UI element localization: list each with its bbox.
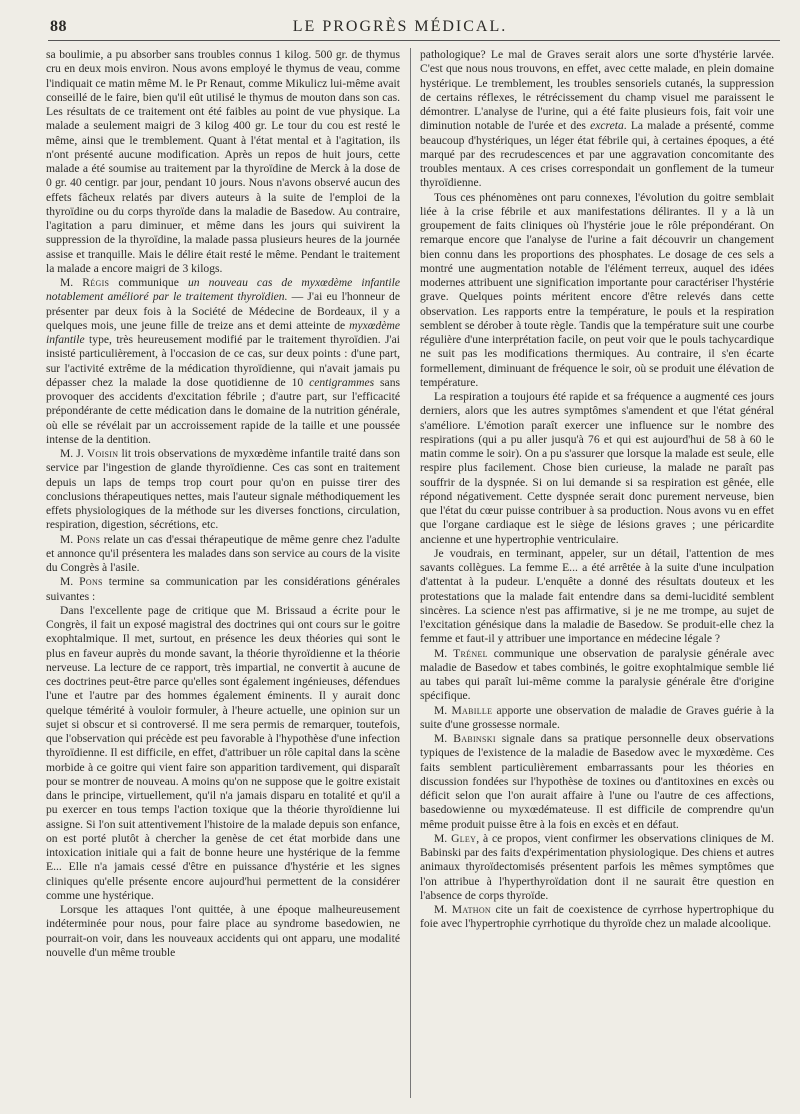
paragraph [420,903,774,932]
header-rule [48,40,780,41]
author-name: Gley [451,831,477,845]
italic-text: myxœdème infantile [46,318,400,346]
paragraph [46,48,400,276]
text-run: signale dans sa pratique personnelle deux observations typiques de l'existence de la maladie de Basedow avec le myxœdème. Ces faits semblent particulièrement embarrassants pour les théories en discussion fondées sur l'hypothèse de toxines ou d'antitoxines en excès ou déficit selon que l'on aurait affaire à l'une ou l'autre de ces affections, basedowienne ou myxœdémateuse. Il est difficile de comprendre qu'un même produit puisse être à la fois en excès et en défaut. [420,732,774,831]
paragraph [420,832,774,903]
author-name: Régis [82,276,110,289]
paragraph [46,447,400,533]
author-name: Pons [79,575,103,589]
text-run: cite un fait de coexistence de cyrrhose hypertrophique du foie avec l'hypertrophie cyrrhotique du thyroïde chez un malade alcoolique. [420,903,774,931]
text-run: M. [434,646,454,660]
author-name: Mabille [451,703,493,717]
paragraph [46,903,400,960]
paragraph [420,547,774,647]
text-run: sa boulimie, a pu absorber sans troubles connus 1 kilog. 500 gr. de thymus cru en deux mois environ. Nous avons employé le thymus de veau, comme l'indiquait ce matin même M. le Pr Renaut, comme Mikulicz lui-même avait conseillé de le faire, bien qu'il eût utilisé le thymus de mouton dans son cas. Les résultats de ce traitement ont été faibles au point de vue physique. La malade a seulement maigri de 3 kilog 400 gr. Le tour du cou est resté le même, ainsi que le tremblement. Quant à l'état mental et à l'agitation, ils n'ont présenté aucune modification. Après un repos de huit jours, cette malade a été soumise au traitement par la thyroïdine de Merck à la dose de 0 gr. 40 centigr. par jour, pendant 10 jours. Nous n'avons observé aucun des effets fâcheux relatés par divers auteurs à la suite de l'emploi de la thyroïdine ou du corps thyroïde dans la maladie de Basedow. Au contraire, l'agitation a paru diminuer, et même dans les jours qui suivirent la suppression de la thyroïdine, la malade passa plusieurs heures de la journée assise et tranquille. Mais le délire était resté le même. Pendant le traitement la malade a encore maigri de 3 kilogs. [46,48,400,275]
text-run: M. [434,831,452,845]
paragraph [420,732,774,832]
column-divider [410,48,411,1098]
paragraph [420,390,774,547]
text-run: M. [60,276,83,289]
text-run: termine sa communication par les considérations générales suivantes : [46,575,400,603]
paragraph [420,704,774,733]
paragraph [420,48,774,191]
author-name: Voisin [86,447,119,460]
right-column [420,48,774,1103]
paragraph [46,575,400,604]
text-run: apporte une observation de maladie de Graves guérie à la suite d'une grossesse normale. [420,703,774,731]
page-number: 88 [50,18,67,35]
text-run: Tous ces phénomènes ont paru connexes, l'évolution du goitre semblait liée à la crise fébrile et aux manifestations délirantes. Il y a là un groupement de faits cliniques où l'hystérie joue le rôle prépondérant. On remarque encore que l'analyse de l'urine a fait découvrir un changement bien connu dans les proportions des phosphates. Le dosage de ces sels a montré une augmentation notable de l'élément terreux, auquel des idées modernes attribuent une signification importante pour caractériser l'hystérie grave. Quelques points méritent encore d'être relevés dans cette observation. Les rapports entre la température, le pouls et la respiration semblent se dérober à toute règle. Tandis que la température suit une courbe régulière d'une interprétation facile, on peut voir que le pouls tachycardique ne suit pas les modifications thermiques. Au contraire, il s'en écarte formellement, diminuant de fréquence le soir, où se produit une élévation de température. [420,190,774,389]
text-run: Lorsque les attaques l'ont quittée, à une époque malheureusement indéterminée pour nous, pour faire place au syndrome basedowien, ne pourrait-on voir, dans les nouveaux accidents qui ont apparu, une modalité nouvelle d'un même trouble [46,903,400,959]
paragraph [46,533,400,576]
text-run: M. [434,903,452,916]
italic-text: centigrammes [309,375,375,389]
paragraph [420,647,774,704]
italic-text: un nouveau cas de myxœdème infantile notablement amélioré par le traitement thyroïdien. [46,276,400,304]
paragraph [46,604,400,903]
author-name: Trénel [453,646,488,660]
text-run: relate un cas d'essai thérapeutique de même genre chez l'adulte et annonce qu'il présentera les malades dans son service au cours de la visite du Congrès à l'asile. [46,532,400,574]
author-name: Babinski [453,732,496,745]
text-run: type, très heureusement modifié par le traitement thyroïdien. J'ai insisté particulièrement, à l'occasion de ce cas, sur deux points : d'une part, sur l'activité extrême de la médication thyroïdienne, qui n'avait jamais pu dépasser chez la malade la dose quotidienne de 10 [46,333,400,389]
text-run: M. [434,732,454,745]
text-run: M. J. [60,447,87,460]
text-run: communique [109,276,188,289]
text-run: . La malade a présenté, comme beaucoup d'hystériques, un léger état fébrile qui, à certaines époques, a été marqué par des recrudescences et par une aggravation concomitante des troubles mentaux. A ces crises correspondait un gonflement de la tumeur thyroïdienne. [420,119,774,190]
paragraph [46,276,400,447]
text-run: — J'ai eu l'honneur de présenter par deux fois à la Société de Médecine de Bordeaux, il y a quelques mois, une jeune fille de treize ans et demi atteinte de [46,290,400,332]
text-run: Dans l'excellente page de critique que M. Brissaud a écrite pour le Congrès, il fait un exposé magistral des doctrines qui ont cours sur le goitre exophtalmique. Il met, surtout, en présence les deux théories qui sont le plus en faveur auprès du monde savant, la théorie thyroïdienne et la théorie nerveuse. La lecture de ce rapport, très impartial, ne convertit à aucune de ces doctrines peut-être parce qu'elles sont également ingénieuses, défendues l'une et l'autre par des hommes également éminents. Il y aurait donc quelque témérité à vouloir formuler, à l'heure actuelle, une opinion sur un sujet si obscur et si controversé. Il me sera permis de remarquer, toutefois, que l'observation qui précède est peu favorable à l'hypothèse d'une infection thyroïdienne. Il est difficile, en effet, d'attribuer un rôle capital dans la scène morbide à ce goitre qui vient faire son apparition tardivement, qui disparaît pour se montrer de nouveau. A moins qu'on ne suppose que le goitre existait dans le principe, virtuellement, qu'il n'a jamais disparu en totalité et qu'il a pu exercer en tous temps l'action toxique que la théorie thyroïdienne lui assigne. Si l'on suit attentivement l'histoire de la malade depuis son enfance, on est porté plutôt à chercher la genèse de cet état morbide dans une intoxication initiale qui a fait de bonne heure une hystérique de la femme E... Elle n'a jamais cessé d'être en puissance d'hystérie et les signes cliniques qu'elle présente encore aujourd'hui permettent de la considérer comme une hystérique. [46,603,400,902]
text-run: sans provoquer des accidents d'excitation fébrile ; d'autre part, sur l'efficacité prépondérante de cette médication dans le domaine de la nutrition générale, où elle se révélait par un accroissement rapide de la taille et une poussée intense de la dentition. [46,375,400,446]
text-run: Je voudrais, en terminant, appeler, sur un détail, l'attention de mes savants collègues. La femme E... a été arrêtée à la suite d'une inculpation d'attentat à la pudeur. L'enquête a donné des résultats douteux et les protestations que la malade fait entendre dans sa demi-lucidité semblent sincères. La science n'est pas affirmative, si je ne me trompe, au sujet de l'excitation génésique dans la maladie de Basedow. Se produit-elle chez la femme et faut-il y attribuer une importance en médecine légale ? [420,546,774,646]
author-name: Pons [76,532,101,546]
text-run: , à ce propos, vient confirmer les observations cliniques de M. Babinski par des faits d'expérimentation physiologique. Des chiens et autres animaux thyroïdectomisés présentent parfois les mêmes symptômes que l'on attribue à l'hyperthyroïdation dont il ne saurait être question en l'absence de corps thyroïde. [420,831,774,902]
text-run: M. [60,575,80,589]
text-run: M. [434,703,452,717]
text-run: La respiration a toujours été rapide et sa fréquence a augmenté ces jours derniers, alors que les autres symptômes s'amendent et que l'état général s'améliore. L'émotion paraît exercer une influence sur le nombre des respirations (qui a pu aller jusqu'à 76 et qui est aujourd'hui de 58 à 60 le matin comme le soir). On a pu s'assurer que lorsque la malade est seule, elle respire plus facilement. Chose bien curieuse, la malade ne paraît pas souffrir de la dyspnée. Si on lui demande si sa respiration est gênée, elle répond négativement. Cette dyspnée serait donc purement nerveuse, bien que l'état du cœur puisse contribuer à sa production. Nous avons vu en effet que l'organe cardiaque est le siège de lésions graves ; une péricardite ancienne et une hypertrophie ventriculaire. [420,390,774,546]
text-run: lit trois observations de myxœdème infantile traité dans son service par l'ingestion de glande thyroïdienne. Ces cas sont en traitement depuis un laps de temps trop court pour qu'on en puisse tirer des conclusions thérapeutiques nettes, mais l'auteur signale méthodiquement les effets physiologiques de la méthode sur les diverses fonctions, circulation, respiration, digestion, sécrétions, etc. [46,447,400,532]
running-head: LE PROGRÈS MÉDICAL. [292,18,508,35]
italic-text: excreta [590,119,624,133]
paragraph [420,191,774,391]
left-column [46,48,400,1103]
text-run: pathologique? Le mal de Graves serait alors une sorte d'hystérie larvée. C'est que nous nous trouvons, en effet, avec cette malade, en plein domaine hystérique. Le tremblement, les troubles sensoriels cutanés, la suppression de certains réflexes, le rétrécissement du champ visuel me paraissent le démontrer. L'analyse de l'urine, qui a été faite plusieurs fois, fait voir une diminution notable de l'urée et des [420,48,774,133]
text-run: M. [60,532,77,546]
author-name: Mathon [451,903,491,916]
text-run: communique une observation de paralysie générale avec maladie de Basedow et tabes combinés, le goitre exophtalmique semble lié au tabes qui paraît lui-même comme la paralysie générale être d'origine spécifique. [420,646,774,703]
